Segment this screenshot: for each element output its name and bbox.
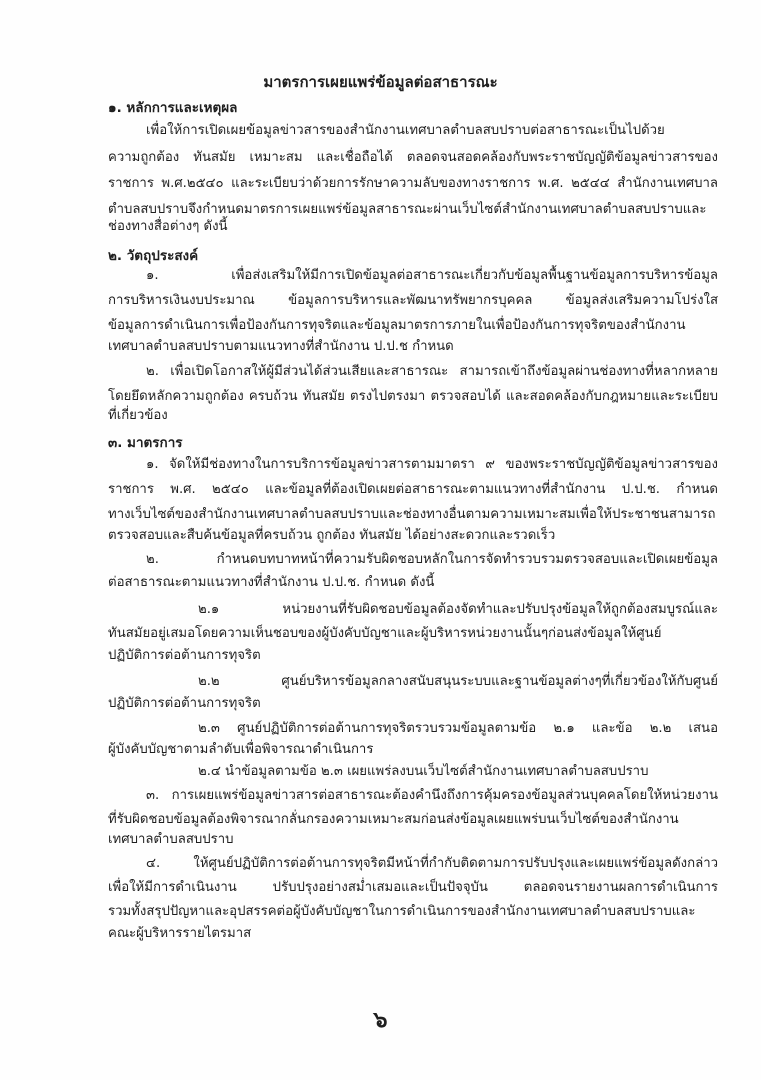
paragraph-line: ๒. กำหนดบทบาทหน้าที่ความรับผิดชอบหลักในการจัดทำรวบรวมตรวจสอบและเปิดเผยข้อมูล — [146, 552, 718, 567]
paragraph-line: ๓. การเผยแพร่ข้อมูลข่าวสารต่อสาธารณะต้องคำนึงถึงการคุ้มครองข้อมูลส่วนบุคคลโดยให้หน่วยงาน — [146, 788, 718, 803]
paragraph-line: ๒.๓ ศูนย์ปฏิบัติการต่อต้านการทุจริตรวบรวมข้อมูลตามข้อ ๒.๑ และข้อ ๒.๒ เสนอ — [198, 721, 718, 736]
paragraph-line: ๔. ให้ศูนย์ปฏิบัติการต่อต้านการทุจริตมีหน้าที่กำกับติดตามการปรับปรุงและเผยแพร่ข้อมูลดังกล่าว — [146, 856, 718, 871]
paragraph-line: ๒.๔ นำข้อมูลตามข้อ ๒.๓ เผยแพร่ลงบนเว็บไซต์สำนักงานเทศบาลตำบลสบปราบ — [198, 764, 649, 779]
paragraph-line: ๑. จัดให้มีช่องทางในการบริการข้อมูลข่าวสารตามมาตรา ๙ ของพระราชบัญญัติข้อมูลข่าวสารของ — [146, 457, 718, 472]
paragraph-line: ข้อมูลการดำเนินการเพื่อป้องกันการทุจริตและข้อมูลมาตรการภายในเพื่อป้องกันการทุจริตของสำนักงาน — [108, 318, 686, 333]
paragraph-line: ที่รับผิดชอบข้อมูลต้องพิจารณากลั่นกรองความเหมาะสมก่อนส่งข้อมูลเผยแพร่บนเว็บไซต์ของสำนักงาน — [108, 812, 679, 827]
paragraph-line: ความถูกต้อง ทันสมัย เหมาะสม และเชื่อถือได้ ตลอดจนสอดคล้องกับพระราชบัญญัติข้อมูลข่าวสารของ — [108, 150, 718, 165]
paragraph-line: ๒.๑ หน่วยงานที่รับผิดชอบข้อมูลต้องจัดทำและปรับปรุงข้อมูลให้ถูกต้องสมบูรณ์และ — [198, 602, 718, 617]
paragraph-line: เทศบาลตำบลสบปราบ — [108, 832, 234, 847]
paragraph-line: โดยยึดหลักความถูกต้อง ครบถ้วน ทันสมัย ตรงไปตรงมา ตรวจสอบได้ และสอดคล้องกับกฎหมายและระเบียบ — [108, 389, 718, 404]
paragraph-line: ปฏิบัติการต่อต้านการทุจริต — [108, 696, 261, 711]
paragraph-line: ราชการ พ.ศ. ๒๕๔๐ และข้อมูลที่ต้องเปิดเผยต่อสาธารณะตามแนวทางที่สำนักงาน ป.ป.ช. กำหนด — [108, 482, 718, 497]
section-1-heading: ๑. หลักการและเหตุผล — [108, 100, 238, 116]
paragraph-line: ๒.๒ ศูนย์บริหารข้อมูลกลางสนับสนุนระบบและฐานข้อมูลต่างๆที่เกี่ยวข้องให้กับศูนย์ — [198, 674, 718, 689]
paragraph-line: รวมทั้งสรุปปัญหาและอุปสรรคต่อผู้บังคับบัญชาในการดำเนินการของสำนักงานเทศบาลตำบลสบปราบและ — [108, 904, 696, 919]
paragraph-line: เพื่อให้มีการดำเนินงาน ปรับปรุงอย่างสม่ำเสมอและเป็นปัจจุบัน ตลอดจนรายงานผลการดำเนินการ — [108, 880, 718, 895]
paragraph-line: ตำบลสบปราบจึงกำหนดมาตรการเผยแพร่ข้อมูลสาธารณะผ่านเว็บไซต์สำนักงานเทศบาลตำบลสบปราบและ — [108, 202, 707, 217]
paragraph-line: ๒. เพื่อเปิดโอกาสให้ผู้มีส่วนได้ส่วนเสียและสาธารณะ สามารถเข้าถึงข้อมูลผ่านช่องทางที่หลากหลาย — [146, 364, 718, 379]
paragraph-line: ผู้บังคับบัญชาตามลำดับเพื่อพิจารณาดำเนินการ — [108, 742, 374, 757]
paragraph-line: ทางเว็บไซต์ของสำนักงานเทศบาลตำบลสบปราบและช่องทางอื่นตามความเหมาะสมเพื่อให้ประชาชนสามารถ — [108, 507, 716, 522]
paragraph-line: ต่อสาธารณะตามแนวทางที่สำนักงาน ป.ป.ช. กำหนด ดังนี้ — [108, 575, 435, 590]
document-title: มาตรการเผยแพร่ข้อมูลต่อสาธารณะ — [263, 73, 498, 91]
section-3-heading: ๓. มาตรการ — [108, 435, 183, 451]
paragraph-line: เทศบาลตำบลสบปราบตามแนวทางที่สำนักงาน ป.ป.ช กำหนด — [108, 339, 454, 354]
paragraph-line: ปฏิบัติการต่อต้านการทุจริต — [108, 648, 261, 663]
page-number: ๖ — [373, 1008, 388, 1033]
paragraph-line: คณะผู้บริหารรายไตรมาส — [108, 926, 252, 941]
section-2-heading: ๒. วัตถุประสงค์ — [108, 248, 199, 264]
paragraph-line: การบริหารเงินงบประมาณ ข้อมูลการบริหารและพัฒนาทรัพยากรบุคคล ข้อมูลส่งเสริมความโปร่งใส — [108, 293, 718, 308]
paragraph-line: ที่เกี่ยวข้อง — [108, 408, 168, 423]
paragraph-line: ๑. เพื่อส่งเสริมให้มีการเปิดข้อมูลต่อสาธารณะเกี่ยวกับข้อมูลพื้นฐานข้อมูลการบริหารข้อมูล — [146, 268, 718, 283]
paragraph-line: เพื่อให้การเปิดเผยข้อมูลข่าวสารของสำนักงานเทศบาลตำบลสบปราบต่อสาธารณะเป็นไปด้วย — [146, 123, 665, 138]
paragraph-line: ตรวจสอบและสืบค้นข้อมูลที่ครบถ้วน ถูกต้อง ทันสมัย ได้อย่างสะดวกและรวดเร็ว — [108, 528, 556, 543]
paragraph-line: ราชการ พ.ศ.๒๕๔๐ และระเบียบว่าด้วยการรักษาความลับของทางราชการ พ.ศ. ๒๕๔๔ สำนักงานเทศบาล — [108, 176, 718, 191]
paragraph-line: ช่องทางสื่อต่างๆ ดังนี้ — [108, 219, 228, 234]
paragraph-line: ทันสมัยอยู่เสมอโดยความเห็นชอบของผู้บังคับบัญชาและผู้บริหารหน่วยงานนั้นๆก่อนส่งข้อมูลให้ศูนย์ — [108, 626, 662, 641]
